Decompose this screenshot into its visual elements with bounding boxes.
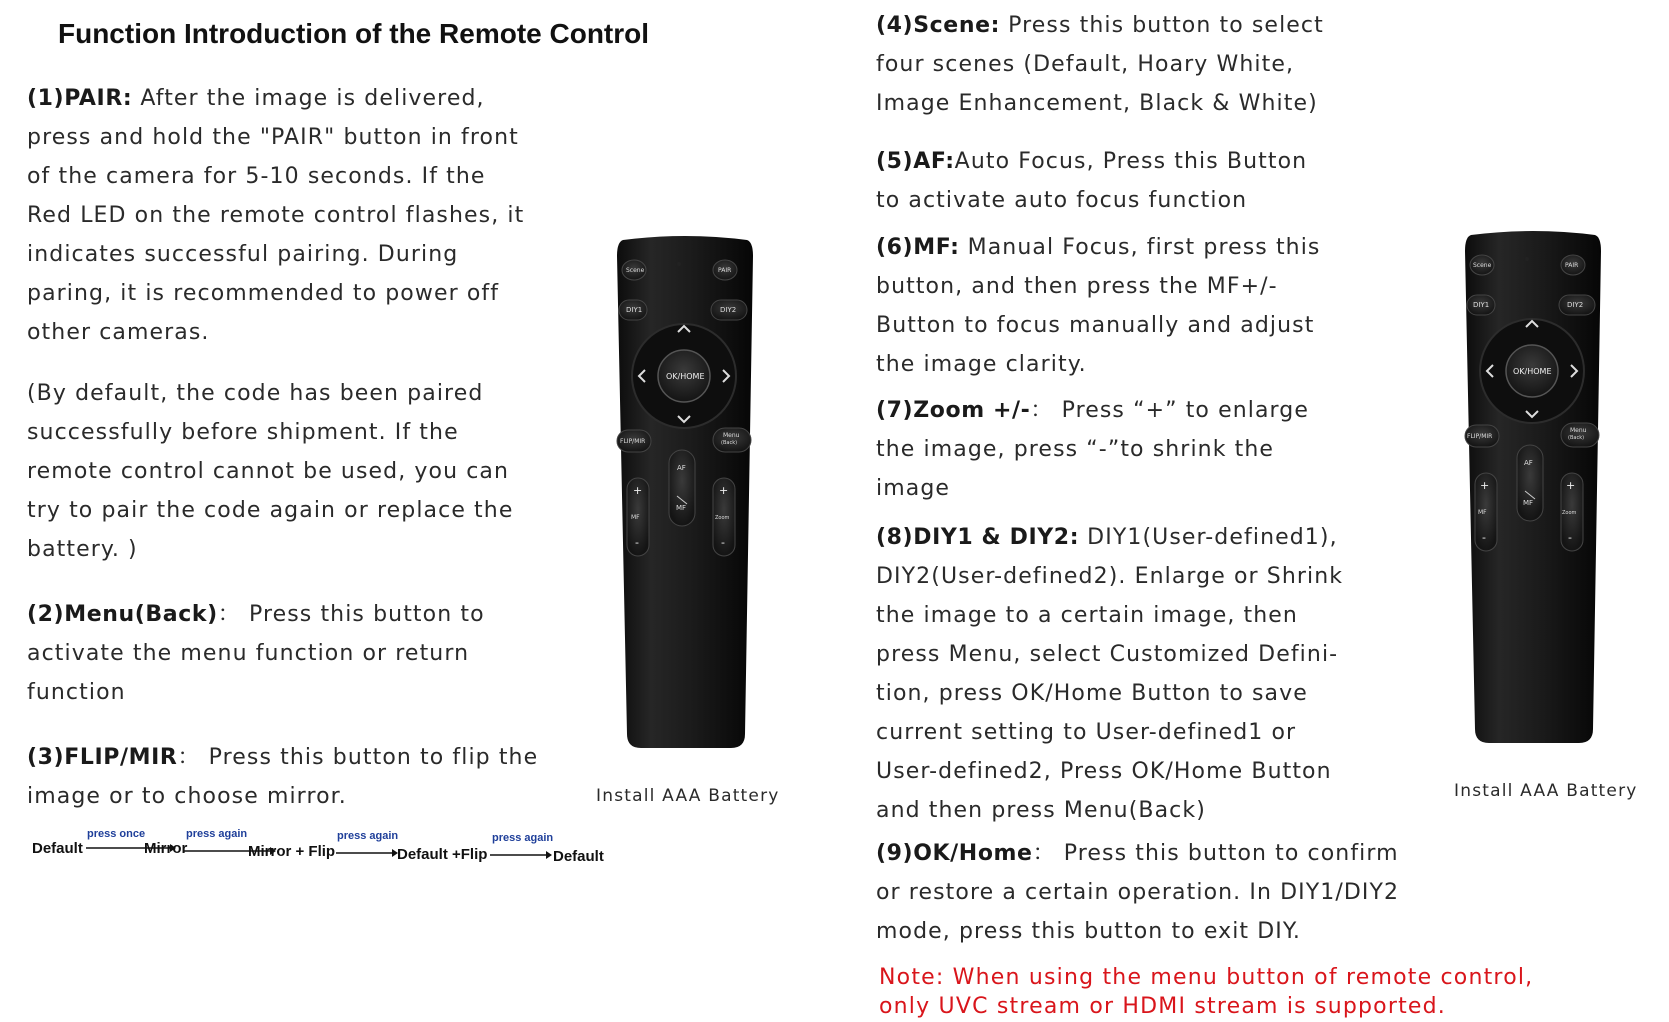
zoom-label: (7)Zoom +/- [876, 398, 1031, 423]
note-line: try to pair the code again or replace the [27, 498, 514, 523]
flow-transition: press again [492, 832, 554, 844]
pair-line: paring, it is recommended to power off [27, 281, 500, 306]
mf-plus-button: + [633, 484, 643, 497]
remote-control-image [611, 234, 759, 758]
af-button: AF [1524, 459, 1533, 467]
menu-line: function [27, 680, 126, 705]
mf-side-label: MF [1478, 509, 1487, 516]
ok-home-button: OK/HOME [1513, 367, 1552, 376]
pair-button: PAIR [718, 267, 732, 274]
note-line: battery. ) [27, 537, 138, 562]
diy-line: current setting to User-defined1 or [876, 720, 1297, 745]
ok-home-section [876, 834, 1399, 951]
scene-label: (4)Scene: [876, 13, 1001, 38]
pair-label: (1)PAIR: [27, 86, 133, 111]
menu-back-label: (Back) [1568, 435, 1585, 441]
remote-control-image [1458, 229, 1608, 753]
note-line: remote control cannot be used, you can [27, 459, 510, 484]
mf-center-button: MF [676, 504, 687, 512]
flow-arrow [336, 848, 398, 858]
flip-line: image or to choose mirror. [27, 784, 347, 809]
battery-caption: Install AAA Battery [1454, 781, 1638, 801]
pair-line: After the image is delivered, [132, 86, 485, 111]
diy-line: the image to a certain image, then [876, 603, 1298, 628]
flow-transition: press once [87, 828, 146, 840]
zoom-line: ： Press “+” to enlarge [1030, 398, 1310, 423]
flow-state: Mirror [144, 840, 188, 857]
pair-line: other cameras. [27, 320, 210, 345]
ok-home-line: mode, press this button to exit DIY. [876, 919, 1302, 944]
flip-label: (3)FLIP/MIR [27, 745, 178, 770]
menu-line: activate the menu function or return [27, 641, 470, 666]
mf-line: the image clarity. [876, 352, 1087, 377]
note-line: successfully before shipment. If the [27, 420, 459, 445]
scene-button: Scene [1473, 262, 1492, 269]
flip-mir-button: FLIP/MIR [620, 438, 646, 445]
scene-line: Press this button to select [1000, 13, 1324, 38]
pair-button: PAIR [1565, 262, 1579, 269]
zoom-minus-button: - [721, 536, 725, 549]
flip-flow-diagram [32, 828, 632, 868]
flip-mir-button: FLIP/MIR [1467, 433, 1493, 440]
mf-line: Manual Focus, first press this [959, 235, 1321, 260]
af-label: (5)AF: [876, 149, 955, 174]
af-button: AF [677, 464, 686, 472]
pair-line: of the camera for 5-10 seconds. If the [27, 164, 486, 189]
flow-arrow [490, 850, 552, 860]
zoom-label: Zoom [1562, 510, 1577, 516]
flow-state: Default [553, 848, 604, 865]
diy-line: tion, press OK/Home Button to save [876, 681, 1308, 706]
mf-minus-button: - [635, 536, 639, 549]
zoom-label: Zoom [715, 515, 730, 521]
zoom-plus-button: + [1566, 479, 1576, 492]
note-line: (By default, the code has been paired [27, 381, 484, 406]
scene-section [876, 6, 1324, 123]
battery-caption: Install AAA Battery [596, 786, 780, 806]
flow-transition: press again [186, 828, 248, 840]
flow-state: Default +Flip [397, 846, 488, 863]
note-line: Note: When using the menu button of remote control, [879, 965, 1534, 990]
mf-plus-button: + [1480, 479, 1490, 492]
diy-line: press Menu, select Customized Defini- [876, 642, 1339, 667]
diy-section [876, 518, 1343, 830]
menu-label: (2)Menu(Back) [27, 602, 218, 627]
ok-home-label: (9)OK/Home [876, 841, 1033, 866]
mf-line: Button to focus manually and adjust [876, 313, 1315, 338]
pair-section [27, 79, 524, 352]
stream-note [879, 963, 1533, 1021]
pair-line: Red LED on the remote control flashes, it [27, 203, 525, 228]
af-line: Auto Focus, Press this Button [954, 149, 1308, 174]
zoom-line: image [876, 476, 951, 501]
menu-button: Menu [1570, 427, 1587, 434]
page-title: Function Introduction of the Remote Control [58, 18, 650, 49]
zoom-section [876, 391, 1309, 508]
scene-line: Image Enhancement, Black & White) [876, 91, 1318, 116]
ok-home-line: or restore a certain operation. In DIY1/DIY2 [876, 880, 1400, 905]
zoom-minus-button: - [1568, 531, 1572, 544]
menu-section [27, 595, 485, 712]
diy2-button: DIY2 [720, 306, 737, 314]
diy2-button: DIY2 [1567, 301, 1584, 309]
note-line: only UVC stream or HDMI stream is supported. [879, 994, 1446, 1019]
diy-label: (8)DIY1 & DIY2: [876, 525, 1080, 550]
diy1-button: DIY1 [1473, 301, 1490, 309]
menu-line: ： Press this button to [217, 602, 485, 627]
zoom-plus-button: + [719, 484, 729, 497]
scene-button: Scene [626, 267, 645, 274]
pair-line: indicates successful pairing. During [27, 242, 459, 267]
diy-line: DIY1(User-defined1), [1079, 525, 1338, 550]
flip-line: ： Press this button to flip the [177, 745, 539, 770]
menu-button: Menu [723, 432, 740, 439]
af-section [876, 142, 1307, 220]
ok-home-button: OK/HOME [666, 372, 705, 381]
mf-side-label: MF [631, 514, 640, 521]
zoom-line: the image, press “-”to shrink the [876, 437, 1275, 462]
mf-line: button, and then press the MF+/- [876, 274, 1278, 299]
ok-home-line: ： Press this button to confirm [1032, 841, 1399, 866]
diy1-button: DIY1 [626, 306, 643, 314]
pair-line: press and hold the "PAIR" button in front [27, 125, 519, 150]
mf-label: (6)MF: [876, 235, 960, 260]
mf-center-button: MF [1523, 499, 1534, 507]
diy-line: and then press Menu(Back) [876, 798, 1206, 823]
flow-transition: press again [337, 830, 399, 842]
mf-minus-button: - [1482, 531, 1486, 544]
flip-section [27, 738, 538, 816]
mf-section [876, 228, 1321, 384]
af-line: to activate auto focus function [876, 188, 1248, 213]
scene-line: four scenes (Default, Hoary White, [876, 52, 1295, 77]
default-pairing-note [27, 374, 513, 569]
diy-line: User-defined2, Press OK/Home Button [876, 759, 1332, 784]
menu-back-label: (Back) [721, 440, 738, 446]
diy-line: DIY2(User-defined2). Enlarge or Shrink [876, 564, 1344, 589]
flow-state: Default [32, 840, 83, 857]
flow-state: Mirror + Flip [248, 843, 336, 860]
